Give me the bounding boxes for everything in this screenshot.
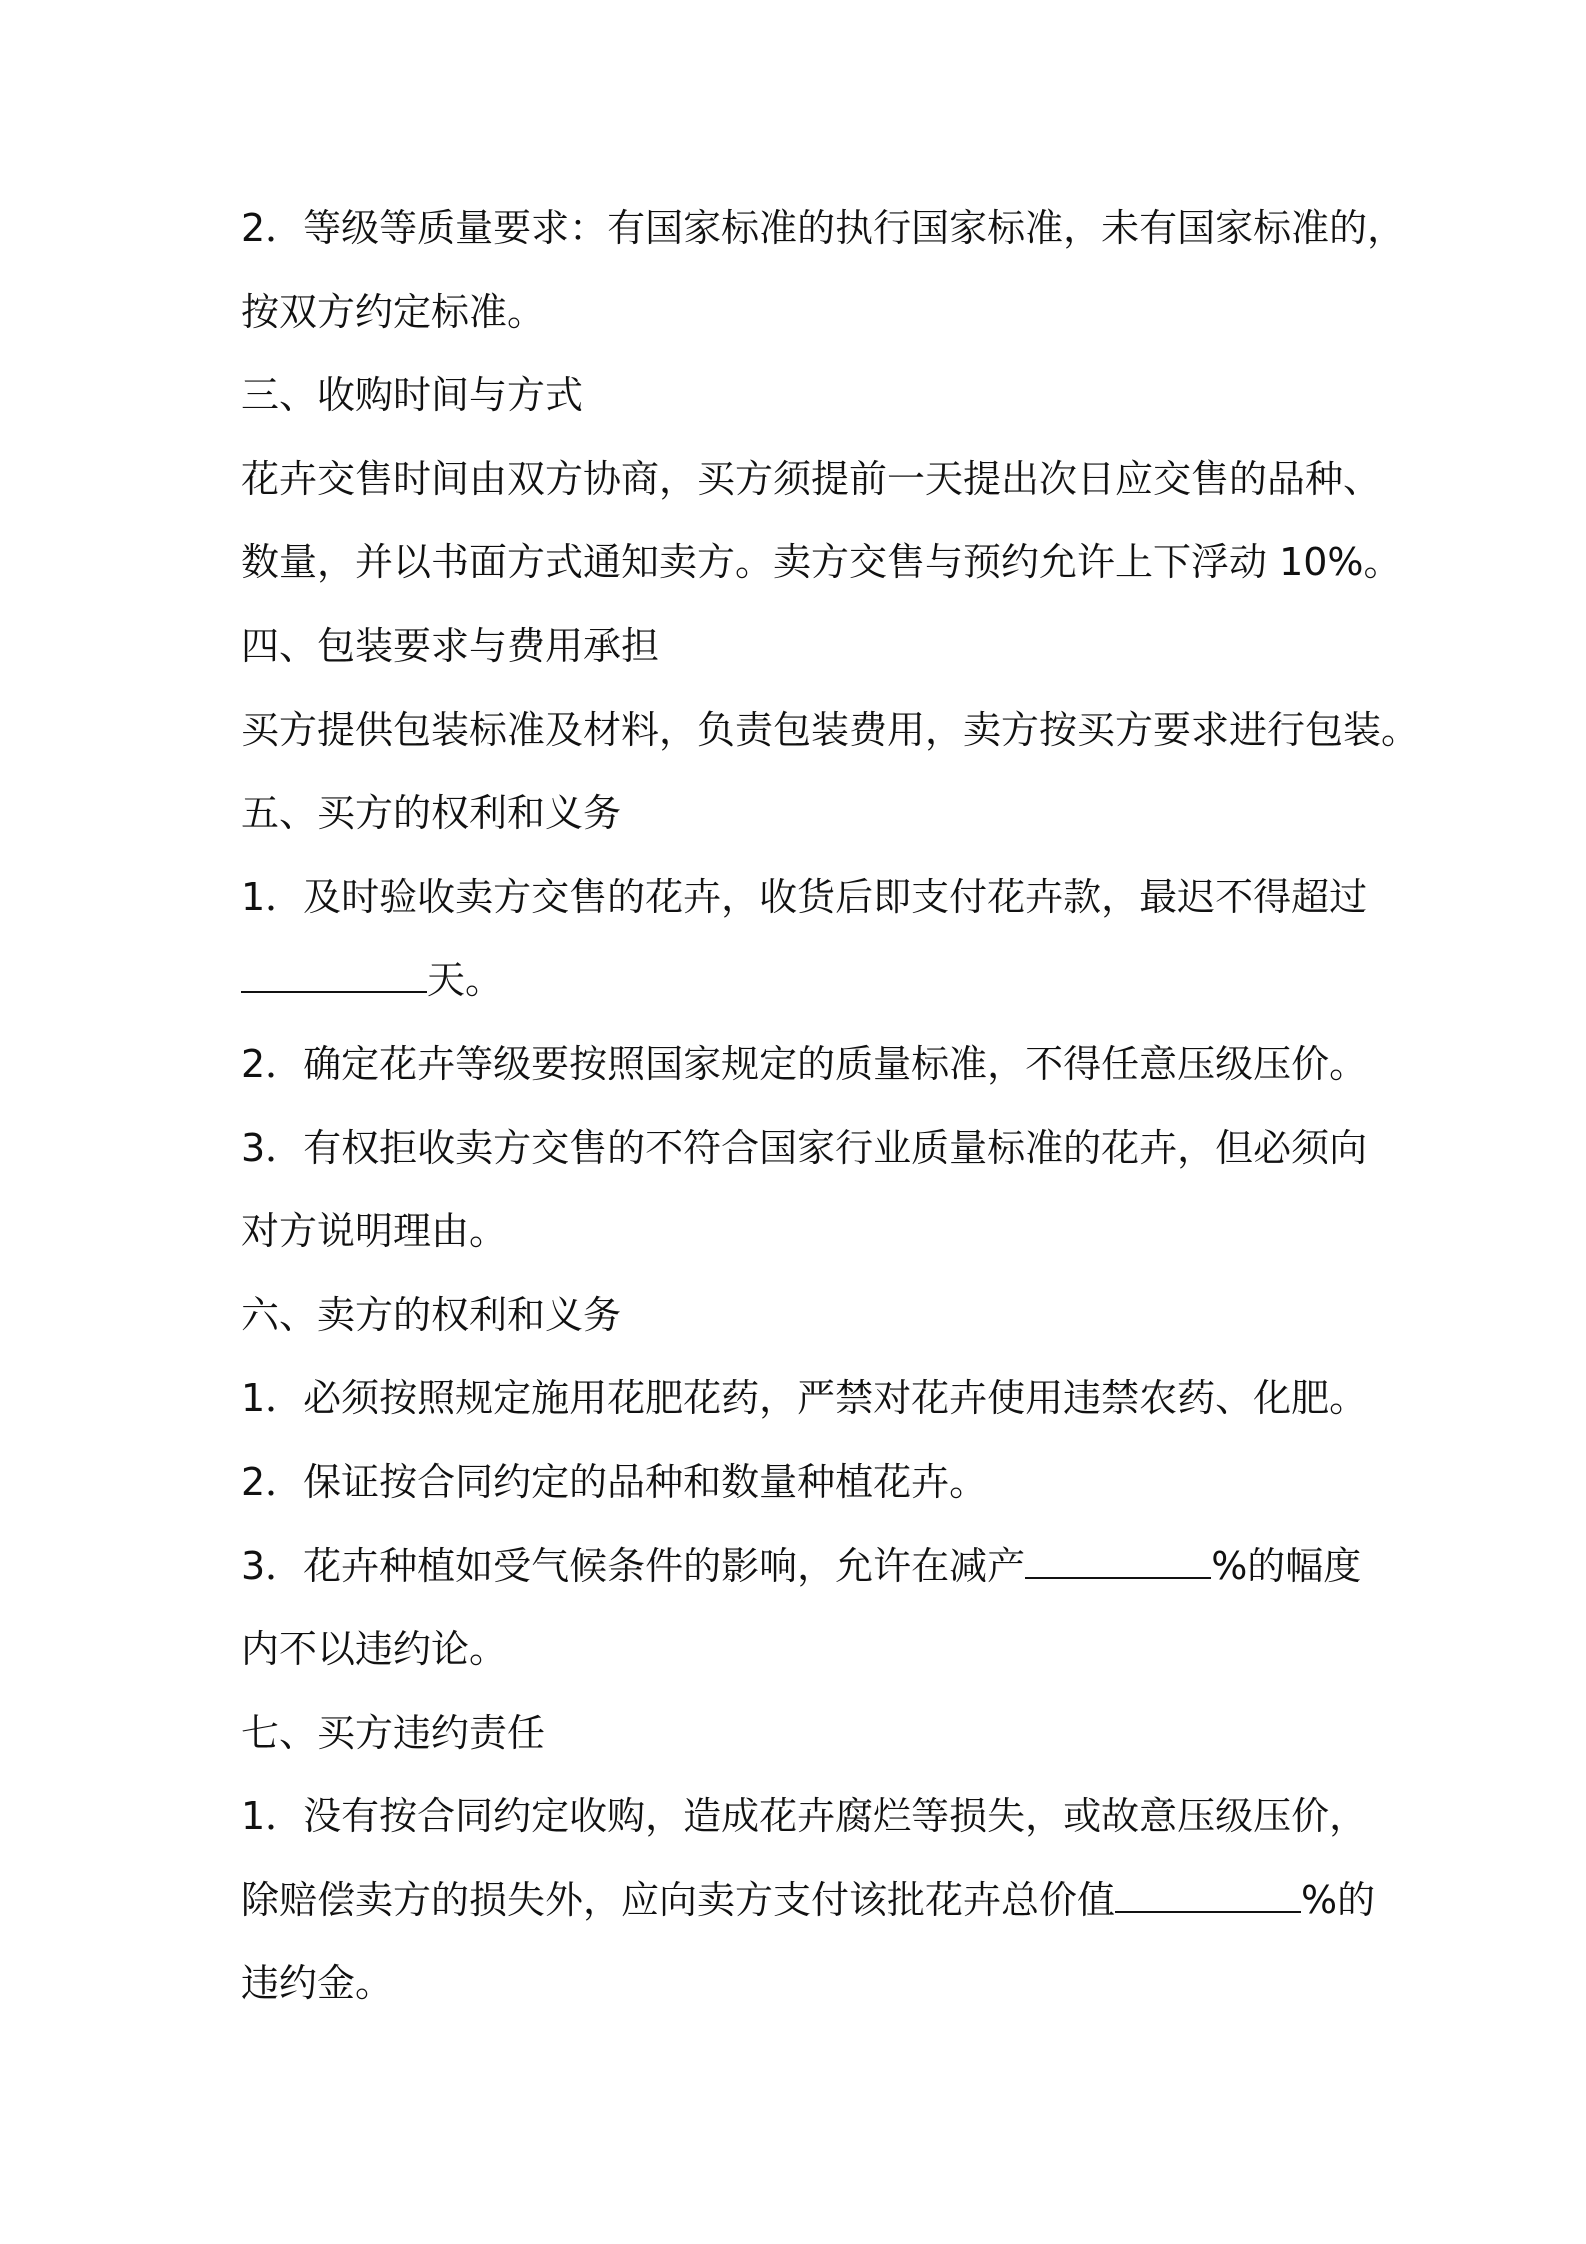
text-line (241, 1034, 1371, 1118)
liability-clause-1: 1．没有按合同约定收购，造成花卉腐烂等损失，或故意压级压价， (241, 1794, 1368, 1839)
buyer-clause-1: 1．及时验收卖方交售的花卉，收货后即支付花卉款，最迟不得超过 (241, 874, 1368, 919)
clause-2-quality-cont: 按双方约定标准。 (241, 289, 546, 334)
section-heading (241, 365, 1371, 449)
text-line (241, 1118, 1371, 1202)
text-line (241, 532, 1402, 616)
section-heading (241, 1285, 1371, 1369)
text-line (241, 1953, 1371, 2037)
text-line (241, 950, 1371, 1034)
purchase-time-text: 花卉交售时间由双方协商，买方须提前一天提出次日应交售的品种、 (241, 456, 1382, 501)
liability-clause-1-end: 违约金。 (241, 1961, 394, 2006)
heading-packaging: 四、包装要求与费用承担 (241, 623, 660, 668)
text-line (241, 198, 1406, 282)
seller-clause-3-cont: 内不以违约论。 (241, 1627, 508, 1672)
buyer-clause-3-cont: 对方说明理由。 (241, 1209, 508, 1254)
section-heading (241, 1703, 1371, 1787)
document-body (241, 198, 1420, 2037)
heading-buyer-rights: 五、买方的权利和义务 (241, 791, 622, 836)
purchase-time-text-cont: 数量，并以书面方式通知卖方。卖方交售与预约允许上下浮动 10%。 (241, 540, 1402, 585)
seller-clause-1: 1．必须按照规定施用花肥花药，严禁对花卉使用违禁农药、化肥。 (241, 1376, 1368, 1421)
section-heading (241, 616, 1371, 700)
fill-blank-reduction-percent[interactable] (1025, 1547, 1211, 1579)
liability-clause-1-suffix: %的 (1301, 1877, 1376, 1922)
packaging-text: 买方提供包装标准及材料，负责包装费用，卖方按买方要求进行包装。 (241, 707, 1420, 752)
text-line (241, 449, 1382, 533)
heading-seller-rights: 六、卖方的权利和义务 (241, 1292, 622, 1337)
text-line (241, 1619, 1371, 1703)
seller-clause-2: 2．保证按合同约定的品种和数量种植花卉。 (241, 1459, 988, 1504)
seller-clause-3-suffix: %的幅度 (1211, 1543, 1362, 1588)
liability-clause-1-cont: 除赔偿卖方的损失外，应向卖方支付该批花卉总价值 (241, 1877, 1116, 1922)
fill-blank-penalty-percent[interactable] (1115, 1881, 1301, 1913)
heading-buyer-liability: 七、买方违约责任 (241, 1710, 546, 1755)
text-line (241, 1536, 1371, 1620)
buyer-clause-3: 3．有权拒收卖方交售的不符合国家行业质量标准的花卉，但必须向 (241, 1125, 1368, 1170)
text-line (241, 282, 1371, 366)
text-line (241, 1870, 1376, 1954)
heading-purchase-time: 三、收购时间与方式 (241, 373, 584, 418)
text-line (241, 1368, 1371, 1452)
seller-clause-3: 3．花卉种植如受气候条件的影响，允许在减产 (241, 1543, 1026, 1588)
clause-2-quality: 2．等级等质量要求：有国家标准的执行国家标准，未有国家标准的， (241, 206, 1406, 250)
section-heading (241, 783, 1371, 867)
text-line (241, 1452, 1371, 1536)
buyer-clause-2: 2．确定花卉等级要按照国家规定的质量标准，不得任意压级压价。 (241, 1041, 1368, 1086)
text-line (241, 867, 1371, 951)
buyer-clause-1-cont: 天。 (427, 958, 504, 1003)
text-line (241, 1786, 1371, 1870)
text-line (241, 700, 1420, 784)
fill-blank-days[interactable] (241, 961, 427, 993)
text-line (241, 1201, 1371, 1285)
